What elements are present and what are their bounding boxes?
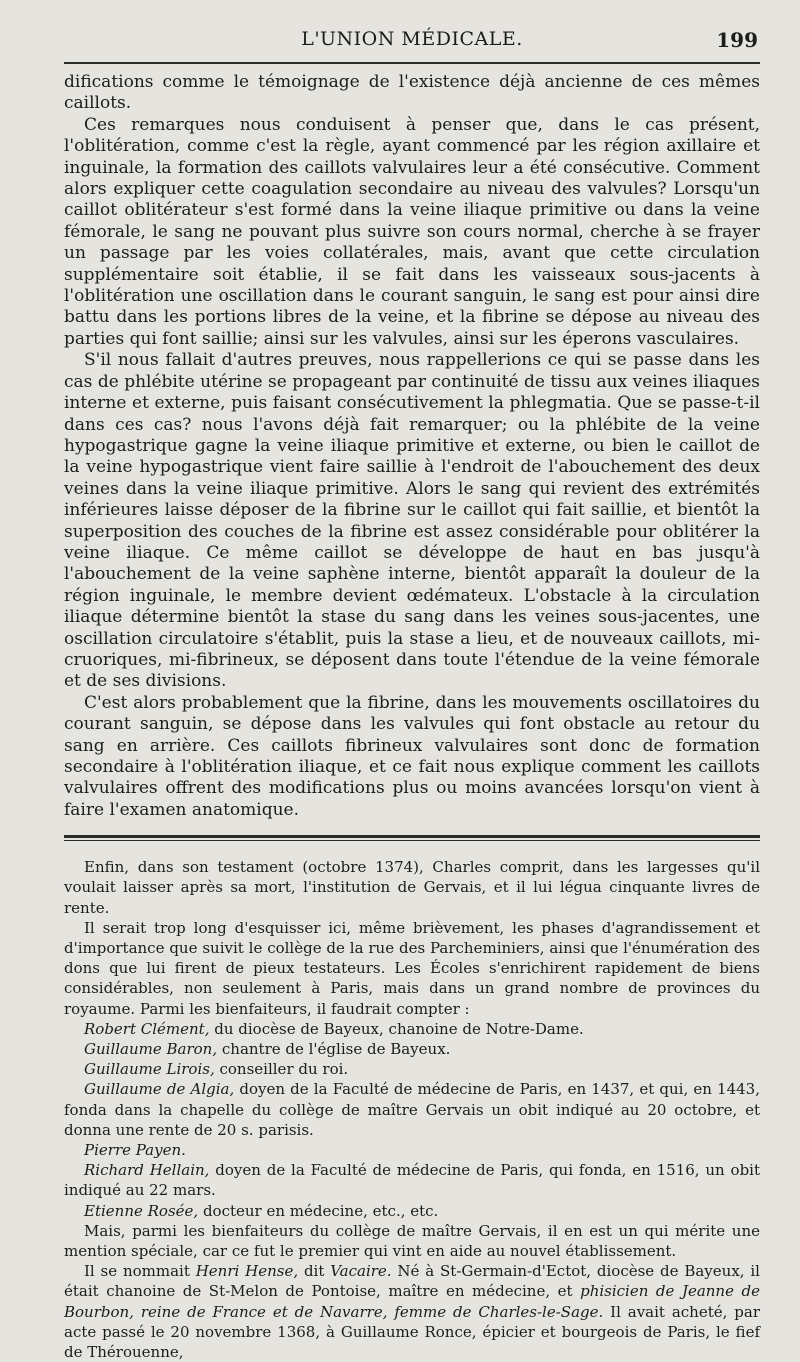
benefactor-name: Guillaume Lirois,: [84, 1060, 215, 1079]
benefactor-name: Pierre Payen.: [84, 1141, 186, 1160]
benefactor-name: Richard Hellain,: [84, 1161, 210, 1180]
benefactor-entry: [64, 1140, 760, 1160]
benefactor-entry: Robert Clément, du diocèse de Bayeux, chanoine de Notre-Dame.: [84, 1019, 584, 1038]
paragraph: difications comme le témoignage de l'existence déjà ancienne de ces mêmes caillots.: [64, 72, 760, 114]
page-number: 199: [716, 28, 758, 52]
benefactor-entry: Richard Hellain, doyen de la Faculté de médecine de Paris, qui fonda, en 1516, un obit indiqué au 22 mars.: [64, 1161, 760, 1200]
benefactor-entry: Etienne Rosée, docteur en médecine, etc., etc.: [84, 1201, 439, 1220]
benefactor-name: Guillaume de Algia,: [84, 1080, 235, 1099]
main-text: [64, 72, 760, 821]
benefactor-name: Etienne Rosée,: [84, 1201, 199, 1220]
benefactor-entry: Guillaume de Algia, doyen de la Faculté de médecine de Paris, en 1437, et qui, en 1443, fonda dans la chapelle du collège de maître Gervais un obit indiqué au 20 octobre, et donna une rente de 20 s. parisis.: [64, 1080, 760, 1139]
benefactor-name: Guillaume Baron,: [84, 1040, 218, 1059]
note-paragraph: Il serait trop long d'esquisser ici, même brièvement, les phases d'agrandissement et d'importance que suivit le collège de la rue des Parcheminiers, ainsi que l'énumération des dons que lui firent de pieux testateurs. Les Écoles s'enrichirent rapidement de biens considérables, non seulement à Paris, mais dans un grand nombre de provinces du royaume. Parmi les bienfaiteurs, il faudrait compter :: [64, 918, 760, 1018]
header-rule: [64, 62, 760, 64]
section-divider: [64, 835, 760, 841]
paragraph: C'est alors probablement que la fibrine, dans les mouvements oscillatoires du courant sanguin, se dépose dans les valvules qui font obstacle au retour du sang en arrière. Ces caillots fibrineux valvulaires sont donc de formation secondaire à l'oblitération iliaque, et ce fait nous explique comment les caillots valvulaires offrent des modifications plus ou moins avancées lorsqu'on vient à faire l'examen anatomique.: [64, 692, 760, 820]
benefactor-entry: Guillaume Baron, chantre de l'église de Bayeux.: [84, 1040, 451, 1059]
note-paragraph: Il se nommait Henri Hense, dit Vacaire. Né à St-Germain-d'Ectot, diocèse de Bayeux, il était chanoine de St-Melon de Pontoise, maître en médecine, et phisicien de Jeanne de Bourbon, reine de France et de Navarre, femme de Charles-le-Sage. Il avait acheté, par acte passé le 20 novembre 1368, à Guillaume Ronce, épicier et bourgeois de Paris, le fief de Thérouenne,: [64, 1262, 761, 1362]
benefactor-name: Robert Clément,: [84, 1019, 210, 1038]
note-paragraph: Enfin, dans son testament (octobre 1374), Charles comprit, dans les largesses qu'il voulait laisser après sa mort, l'institution de Gervais, et il lui légua cinquante livres de rente.: [64, 858, 760, 917]
benefactor-entry: Guillaume Lirois, conseiller du roi.: [84, 1060, 349, 1079]
note-paragraph: Mais, parmi les bienfaiteurs du collège de maître Gervais, il en est un qui mérite une mention spéciale, car ce fut le premier qui vint en aide au nouvel établissement.: [64, 1221, 760, 1261]
page-header: [64, 22, 760, 52]
feuilleton-text: [64, 857, 760, 1362]
running-title: L'UNION MÉDICALE.: [301, 28, 523, 50]
paragraph: Ces remarques nous conduisent à penser que, dans le cas présent, l'oblitération, comme c'est la règle, ayant commencé par les région axillaire et inguinale, la formation des caillots valvulaires leur a été consécutive. Comment alors expliquer cette coagulation secondaire au niveau des valvules? Lorsqu'un caillot oblitérateur s'est formé dans la veine iliaque primitive ou dans la veine fémorale, le sang ne pouvant plus suivre son cours normal, cherche à se frayer un passage par les voies collatérales, mais, avant que cette circulation supplémentaire soit établie, il se fait dans les vaisseaux sous-jacents à l'oblitération une oscillation dans le courant sanguin, le sang est pour ainsi dire battu dans les portions libres de la veine, et la fibrine se dépose au niveau des parties qui font saillie; ainsi sur les valvules, ainsi sur les éperons vasculaires.: [64, 114, 760, 349]
paragraph: S'il nous fallait d'autres preuves, nous rappellerions ce qui se passe dans les cas de phlébite utérine se propageant par continuité de tissu aux veines iliaques interne et externe, puis faisant consécutivement la phlegmatia. Que se passe-t-il dans ces cas? nous l'avons déjà fait remarquer; ou la phlébite de la veine hypogastrique gagne la veine iliaque primitive et externe, ou bien le caillot de la veine hypogastrique vient faire saillie à l'endroit de l'abouchement des deux veines dans la veine iliaque primitive. Alors le sang qui revient des extrémités inférieures laisse déposer de la fibrine sur le caillot qui fait saillie, et bientôt la superposition des couches de la fibrine est assez considérable pour oblitérer la veine iliaque. Ce même caillot se développe de haut en bas jusqu'à l'abouchement de la veine saphène interne, bientôt apparaît la douleur de la région inguinale, le membre devient œdémateux. L'obstacle à la circulation iliaque détermine bientôt la stase du sang dans les veines sous-jacentes, une oscillation circulatoire s'établit, puis la stase a lieu, et de nouveaux caillots, mi-cruoriques, mi-fibrineux, se déposent dans toute l'étendue de la veine fémorale et de ses divisions.: [64, 350, 760, 692]
